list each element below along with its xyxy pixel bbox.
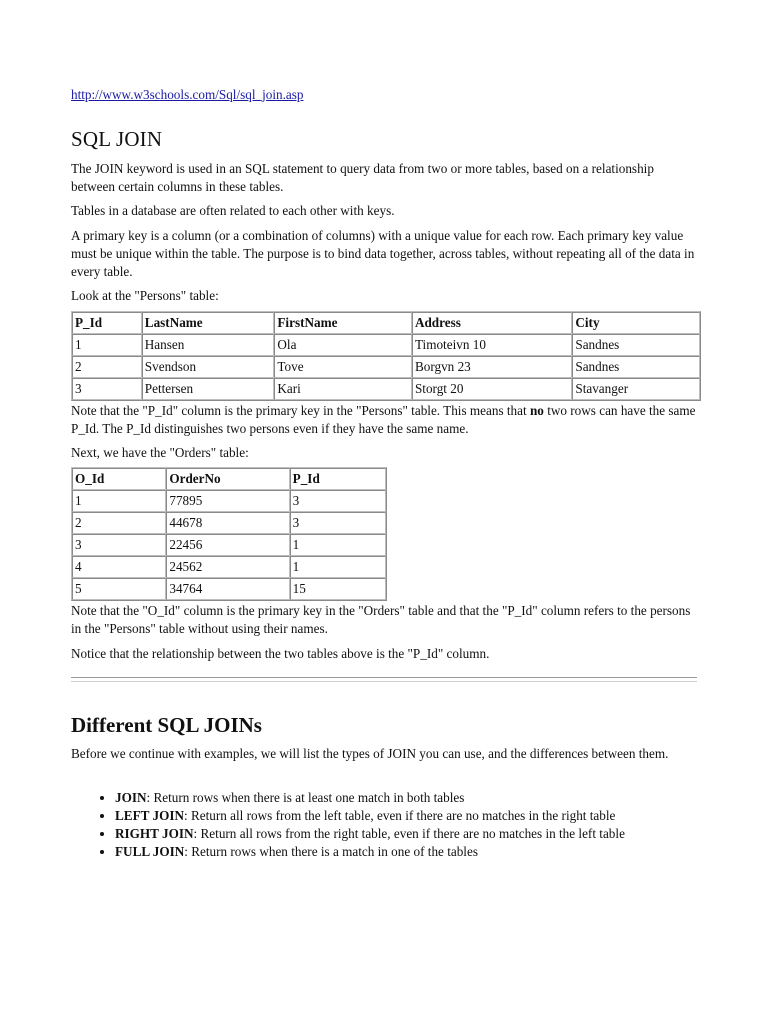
table-row xyxy=(72,512,386,534)
table-cell: 24562 xyxy=(166,556,289,578)
table-cell: 77895 xyxy=(166,490,289,512)
page-title: SQL JOIN xyxy=(71,127,163,151)
table-cell: Stavanger xyxy=(572,378,700,400)
persons-note xyxy=(71,402,697,438)
persons-intro: Look at the "Persons" table: xyxy=(71,288,219,303)
section-title-different-joins: Different SQL JOINs xyxy=(71,713,262,737)
table-cell: 3 xyxy=(290,512,386,534)
intro-paragraph-3: A primary key is a column (or a combination of columns) with a unique value for each row. Each primary key value must be unique within the table. The purpose is to bind data together, across tables, without repeating all of the data in every table. xyxy=(71,228,695,279)
list-item xyxy=(115,843,741,861)
table-cell: 1 xyxy=(72,334,142,356)
relationship-note: Notice that the relationship between the two tables above is the "P_Id" column. xyxy=(71,646,490,661)
orders-header-cell: OrderNo xyxy=(166,468,289,490)
table-cell: 5 xyxy=(72,578,166,600)
join-type-desc: : Return all rows from the right table, even if there are no matches in the left table xyxy=(193,826,625,841)
persons-table xyxy=(71,311,701,401)
persons-header-cell: City xyxy=(572,312,700,334)
table-cell: 1 xyxy=(290,534,386,556)
table-row xyxy=(72,378,700,400)
orders-header-cell: P_Id xyxy=(290,468,386,490)
orders-note: Note that the "O_Id" column is the primary key in the "Orders" table and that the "P_Id" column refers to the persons in the "Persons" table without using their names. xyxy=(71,603,691,636)
orders-header-cell: O_Id xyxy=(72,468,166,490)
table-cell: Pettersen xyxy=(142,378,275,400)
persons-note-emphasis: no xyxy=(529,403,544,418)
source-link[interactable]: http://www.w3schools.com/Sql/sql_join.asp xyxy=(71,87,304,102)
table-row xyxy=(72,556,386,578)
table-row xyxy=(72,534,386,556)
table-cell: Sandnes xyxy=(572,356,700,378)
orders-table-header xyxy=(72,468,386,490)
source-link-line xyxy=(71,86,304,104)
join-type-desc: : Return rows when there is at least one match in both tables xyxy=(146,790,465,805)
table-cell: 2 xyxy=(72,512,166,534)
join-type-name: LEFT JOIN xyxy=(115,808,185,823)
table-cell: Storgt 20 xyxy=(412,378,572,400)
table-cell: Sandnes xyxy=(572,334,700,356)
table-cell: Ola xyxy=(274,334,412,356)
table-cell: Svendson xyxy=(142,356,275,378)
persons-table-header xyxy=(72,312,700,334)
table-cell: 44678 xyxy=(166,512,289,534)
table-cell: 15 xyxy=(290,578,386,600)
list-item xyxy=(115,789,741,807)
table-row xyxy=(72,334,700,356)
persons-header-cell: P_Id xyxy=(72,312,142,334)
table-cell: 2 xyxy=(72,356,142,378)
join-type-name: JOIN xyxy=(115,790,147,805)
persons-header-cell: Address xyxy=(412,312,572,334)
table-row xyxy=(72,578,386,600)
persons-note-after: two rows can have the same P_Id. The P_Id distinguishes two persons even if they have the same name. xyxy=(71,403,696,436)
table-cell: Tove xyxy=(274,356,412,378)
join-type-name: RIGHT JOIN xyxy=(115,826,194,841)
table-cell: Borgvn 23 xyxy=(412,356,572,378)
join-type-name: FULL JOIN xyxy=(115,844,185,859)
list-item xyxy=(115,807,741,825)
table-cell: 3 xyxy=(290,490,386,512)
list-item xyxy=(115,825,741,843)
table-row xyxy=(72,490,386,512)
join-type-desc: : Return all rows from the left table, even if there are no matches in the right table xyxy=(184,808,616,823)
table-cell: 22456 xyxy=(166,534,289,556)
persons-note-before: Note that the "P_Id" column is the primary key in the "Persons" table. This means that xyxy=(71,403,530,418)
orders-intro: Next, we have the "Orders" table: xyxy=(71,445,249,460)
table-cell: 34764 xyxy=(166,578,289,600)
table-cell: 4 xyxy=(72,556,166,578)
table-row xyxy=(72,356,700,378)
join-types-list xyxy=(71,789,741,861)
horizontal-rule xyxy=(71,677,697,682)
table-cell: Timoteivn 10 xyxy=(412,334,572,356)
persons-header-cell: LastName xyxy=(142,312,275,334)
table-cell: Hansen xyxy=(142,334,275,356)
table-cell: Kari xyxy=(274,378,412,400)
table-cell: 1 xyxy=(290,556,386,578)
intro-paragraph-1: The JOIN keyword is used in an SQL statement to query data from two or more tables, based on a relationship between certain columns in these tables. xyxy=(71,161,654,194)
intro-paragraph-2: Tables in a database are often related to each other with keys. xyxy=(71,203,395,218)
table-cell: 1 xyxy=(72,490,166,512)
orders-table xyxy=(71,467,387,601)
persons-header-cell: FirstName xyxy=(274,312,412,334)
join-type-desc: : Return rows when there is a match in one of the tables xyxy=(184,844,478,859)
table-cell: 3 xyxy=(72,534,166,556)
section2-intro: Before we continue with examples, we will list the types of JOIN you can use, and the differences between them. xyxy=(71,746,669,761)
table-cell: 3 xyxy=(72,378,142,400)
